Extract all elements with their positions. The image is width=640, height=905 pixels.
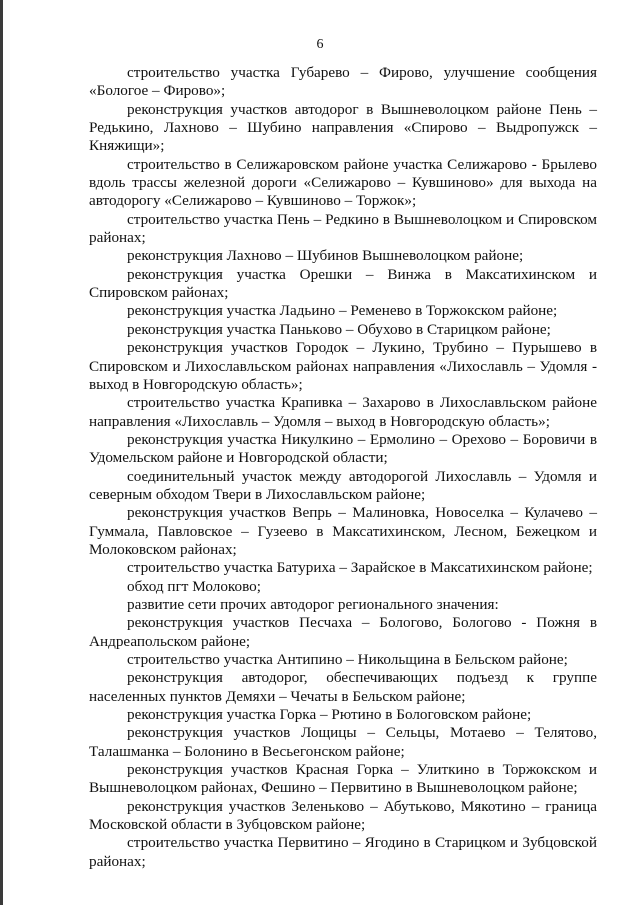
- paragraph: реконструкция участков Лощицы – Сельцы, Мотаево – Телятово, Талашманка – Болонино в Весьегонском районе;: [89, 724, 597, 760]
- paragraph: реконструкция участков Вепрь – Малиновка, Новоселка – Кулачево – Гуммала, Павловское – Гузеево в Максатихинском, Лесном, Бежецком и Молоковском районах;: [89, 504, 597, 558]
- paragraph: реконструкция участков Зеленьково – Абутьково, Мякотино – граница Московской области в Зубцовском районе;: [89, 797, 597, 834]
- paragraph: соединительный участок между автодорогой Лихославль – Удомля и северным обходом Твери в Лихославльском районе;: [89, 467, 597, 503]
- paragraph: реконструкция участков автодорог в Вышневолоцком районе Пень – Редькино, Лахново – Шубино направления «Спирово – Выдропужск – Княжищи»;: [89, 100, 597, 155]
- paragraph: строительство участка Первитино – Ягодино в Старицком и Зубцовской районах;: [89, 834, 597, 870]
- paragraph: реконструкция участков Городок – Лукино, Трубино – Пурышево в Спировском и Лихославльском районах направления «Лихославль – Удомля - выход в Новгородскую область»;: [89, 339, 597, 393]
- scan-edge-shadow: [0, 0, 3, 905]
- paragraph: реконструкция участка Орешки – Винжа в Максатихинском и Спировском районах;: [89, 265, 597, 302]
- paragraph: реконструкция участка Панькoво – Обухово в Старицком районе;: [127, 320, 551, 338]
- paragraph: реконструкция участка Горка – Рютино в Бологовском районе;: [127, 706, 532, 724]
- paragraph: реконструкция Лахново – Шубинов Вышневолоцком районе;: [127, 247, 524, 265]
- paragraph: реконструкция участков Песчаха – Бологово, Бологово - Пожня в Андреапольском районе;: [89, 614, 597, 650]
- paragraph: реконструкция участка Никулкино – Ермолино – Орехово – Боровичи в Удомельском районе и Новгородской области;: [89, 430, 597, 467]
- paragraph: строительство участка Крапивка – Захарово в Лихославльском районе направления «Лихославль – Удомля – выход в Новгородскую область»;: [89, 394, 597, 430]
- paragraph: реконструкция автодорог, обеспечивающих подъезд к группе населенных пунктов Демяхи – Чечаты в Бельском районе;: [89, 669, 597, 705]
- paragraph: реконструкция участка Ладьино – Ременево в Торжокском районе;: [127, 302, 558, 320]
- paragraph: строительство участка Антипино – Никольщина в Бельском районе;: [127, 651, 568, 668]
- page-number: 6: [316, 37, 324, 52]
- paragraph: строительство в Селижаровском районе участка Селижарово - Брылево вдоль трассы железной дороги «Селижарово – Кувшиново» для выхода на автодорогу «Селижарово – Кувшиново – Торжок»;: [89, 155, 597, 210]
- paragraph: строительство участка Батуриха – Зарайское в Максатихинском районе;: [127, 559, 593, 577]
- paragraph: реконструкция участков Красная Горка – Улиткино в Торжокском и Вышневолоцком районах, Фешино – Первитино в Вышневолоцком районе;: [89, 761, 597, 797]
- paragraph: строительство участка Пень – Редкино в Вышневолоцком и Спировском районах;: [89, 210, 597, 247]
- paragraph: развитие сети прочих автодорог регионального значения:: [127, 595, 499, 613]
- document-body: [89, 64, 597, 871]
- paragraph: обход пгт Молоково;: [127, 577, 262, 595]
- paragraph: строительство участка Губарево – Фирово, улучшение сообщения «Бологое – Фирово»;: [89, 64, 597, 100]
